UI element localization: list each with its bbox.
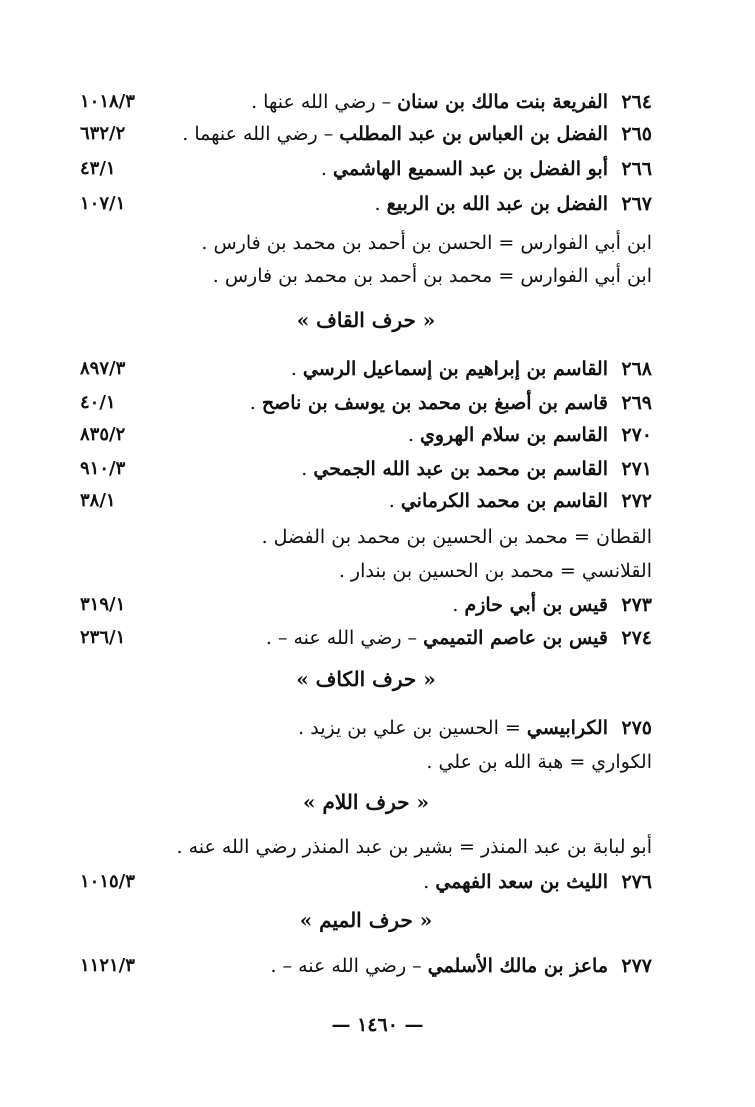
cross-ref-name: القطان	[595, 526, 652, 548]
cross-ref-name: أبو لبابة بن عبد المنذر	[480, 836, 652, 858]
entry-name: القاسم بن محمد بن عبد الله الجمحي	[313, 458, 608, 480]
index-entry	[80, 153, 652, 185]
entry-note: .	[452, 594, 465, 616]
entry-number: ٢٦٩	[621, 392, 652, 414]
section-heading-qaf: « حرف القاف »	[296, 308, 436, 332]
cross-ref-target: = محمد بن الحسين بن محمد بن الفضل .	[261, 526, 596, 548]
entry-name: القاسم بن إبراهيم بن إسماعيل الرسي	[302, 358, 608, 380]
volume-page-ref: ٨٣٥/٢	[80, 424, 126, 445]
section-heading-mim: « حرف الميم »	[299, 908, 433, 932]
cross-ref-name: القلانسي	[581, 560, 652, 582]
cross-reference	[80, 746, 710, 778]
entry-number: ٢٦٥	[621, 123, 652, 145]
cross-ref-name: ابن أبي الفوارس	[520, 232, 652, 254]
entry-name: ماعز بن مالك الأسلمي	[427, 955, 608, 977]
entry-number: ٢٧١	[621, 458, 652, 480]
entry-number: ٢٦٤	[621, 91, 652, 113]
page-number: — ١٤٦٠ —	[331, 1014, 424, 1036]
index-entry	[80, 589, 652, 621]
entry-name: القاسم بن سلام الهروي	[419, 424, 608, 446]
cross-ref-name: الكواري	[591, 751, 652, 773]
cross-ref-target: = الحسن بن أحمد بن محمد بن فارس .	[201, 232, 521, 254]
entry-name: الكرابيسي	[526, 717, 608, 739]
entry-note: .	[388, 490, 401, 512]
cross-reference	[80, 521, 710, 553]
index-entry	[80, 866, 652, 898]
entry-note: .	[301, 458, 314, 480]
index-entry	[80, 188, 652, 220]
volume-page-ref: ٣٨/١	[80, 490, 116, 511]
entry-note: = الحسين بن علي بن يزيد .	[298, 717, 527, 739]
entry-note: .	[374, 193, 387, 215]
volume-page-ref: ٨٩٧/٣	[80, 358, 126, 379]
entry-note: .	[249, 392, 262, 414]
entry-name: أبو الفضل بن عبد السميع الهاشمي	[333, 158, 608, 180]
cross-ref-name: ابن أبي الفوارس	[520, 265, 652, 287]
index-entry	[80, 622, 652, 654]
entry-name: الليث بن سعد الفهمي	[435, 871, 608, 893]
entry-number: ٢٧٧	[621, 955, 652, 977]
entry-note: .	[423, 871, 436, 893]
cross-ref-target: = محمد بن الحسين بن بندار .	[338, 560, 582, 582]
index-entry	[80, 118, 652, 150]
index-entry	[80, 419, 652, 451]
volume-page-ref: ٣١٩/١	[80, 594, 126, 615]
index-entry	[80, 387, 652, 419]
index-entry	[80, 950, 652, 982]
entry-name: الفضل بن العباس بن عبد المطلب	[339, 123, 608, 145]
volume-page-ref: ١٠١٨/٣	[80, 91, 135, 112]
entry-number: ٢٧٦	[621, 871, 652, 893]
volume-page-ref: ٤٠/١	[80, 392, 116, 413]
volume-page-ref: ١٠١٥/٣	[80, 871, 135, 892]
entry-number: ٢٦٧	[621, 193, 652, 215]
entry-number: ٢٧٣	[621, 594, 652, 616]
entry-number: ٢٦٦	[621, 158, 652, 180]
cross-ref-target: = بشير بن عبد المنذر رضي الله عنه .	[176, 836, 481, 858]
entry-number: ٢٧٥	[621, 717, 652, 739]
entry-name: الفضل بن عبد الله بن الربيع	[386, 193, 608, 215]
volume-page-ref: ٢٣٦/١	[80, 627, 126, 648]
cross-reference	[80, 831, 660, 863]
index-entry	[80, 353, 652, 385]
entry-note: – رضي الله عنها .	[251, 91, 398, 113]
index-entry	[80, 86, 652, 118]
entry-name: الفريعة بنت مالك بن سنان	[397, 91, 608, 113]
entry-note: .	[320, 158, 333, 180]
cross-ref-target: = هبة الله بن علي .	[426, 751, 592, 773]
volume-page-ref: ٩١٠/٣	[80, 458, 126, 479]
entry-number: ٢٧٠	[621, 424, 652, 446]
entry-name: القاسم بن محمد الكرماني	[400, 490, 608, 512]
index-entry	[80, 712, 652, 744]
entry-note: .	[407, 424, 420, 446]
cross-ref-target: = محمد بن أحمد بن محمد بن فارس .	[212, 265, 521, 287]
entry-note: – رضي الله عنهما .	[182, 123, 340, 145]
section-heading-lam: « حرف اللام »	[303, 790, 429, 814]
index-entry	[80, 453, 652, 485]
entry-number: ٢٦٨	[621, 358, 652, 380]
entry-note: – رضي الله عنه – .	[270, 955, 428, 977]
cross-reference	[80, 227, 710, 259]
section-heading-kaf: « حرف الكاف »	[296, 667, 436, 691]
entry-name: قاسم بن أصبغ بن محمد بن يوسف بن ناصح	[261, 392, 608, 414]
entry-name: قيس بن عاصم التميمي	[423, 627, 608, 649]
cross-reference	[80, 260, 710, 292]
entry-number: ٢٧٤	[621, 627, 652, 649]
volume-page-ref: ١٠٧/١	[80, 193, 126, 214]
entry-note: .	[290, 358, 303, 380]
cross-reference	[80, 555, 710, 587]
entry-name: قيس بن أبي حازم	[464, 594, 608, 616]
volume-page-ref: ١١٢١/٣	[80, 955, 135, 976]
volume-page-ref: ٤٣/١	[80, 158, 116, 179]
entry-number: ٢٧٢	[621, 490, 652, 512]
index-entry	[80, 485, 652, 517]
volume-page-ref: ٦٣٢/٢	[80, 123, 126, 144]
entry-note: – رضي الله عنه – .	[265, 627, 424, 649]
